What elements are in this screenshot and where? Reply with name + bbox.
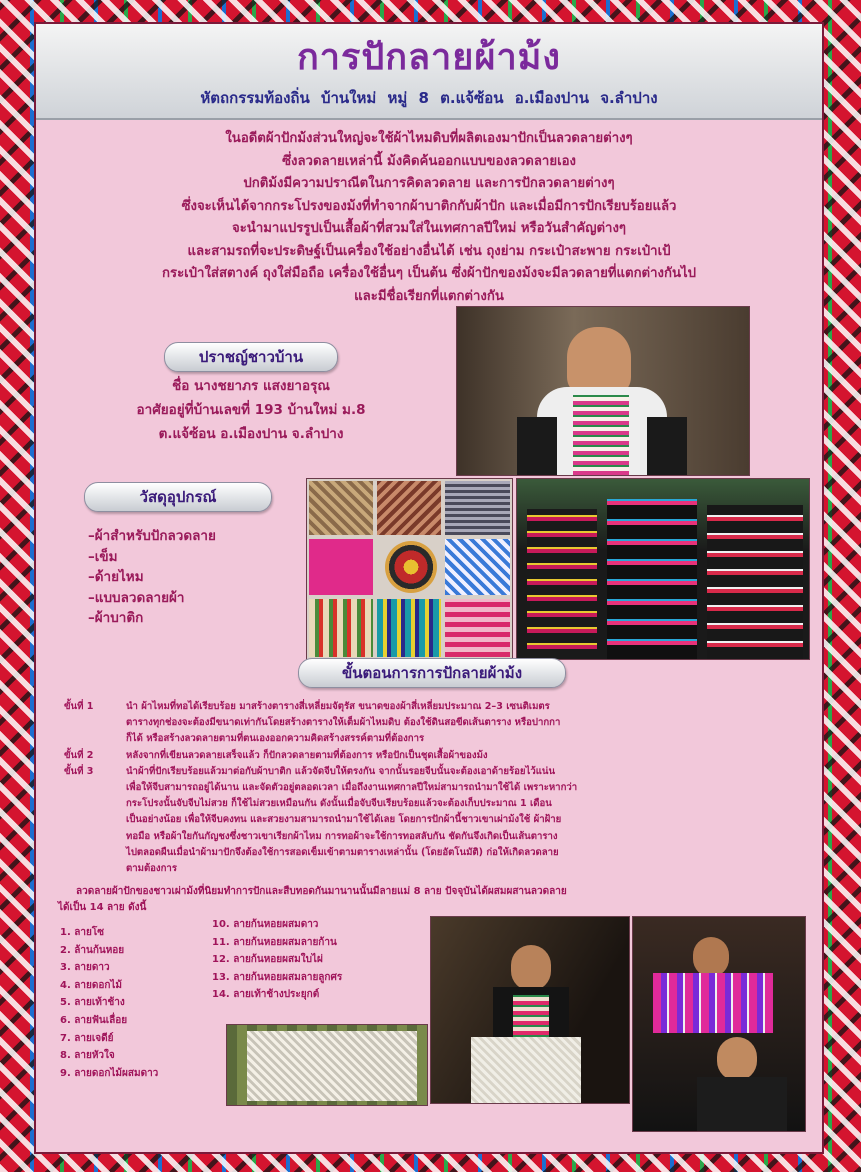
intro-line: และมีชื่อเรียกที่แตกต่างกัน (354, 288, 504, 304)
step-text-line: เพื่อให้จีบสามารถอยู่ได้นาน และจัดตัวอยู่ตลอดเวลา เมื่อถึงงานเทศกาลปีใหม่สามารถนำมาใช้ได้ เพราะหากว่า (126, 782, 578, 794)
patterns-summary (58, 884, 798, 916)
sage-address: อาศัยอยู่ที่บ้านเลขที่ 193 บ้านใหม่ ม.8 (136, 402, 366, 418)
pattern-item: 3. ลายดาว (60, 962, 110, 974)
poster-panel (36, 24, 822, 1152)
intro-line: ปกติม้งมีความปราณีตในการคิดลวดลาย และการปักลวดลายต่างๆ (243, 176, 615, 191)
step-text-line: ทอมือ หรือผ้าใยกันกัญชงซึ่งชาวเขาเรียกผ้าไหม การทอผ้าจะใช้การทอสลับกัน ชัดกันจึงเกิดเป็นเส้นตาราง (126, 830, 558, 842)
sage-name: ชื่อ นางชยาภร แสงยาอรุณ (172, 378, 330, 394)
pattern-item: 4. ลายดอกไม้ (60, 979, 123, 991)
summary-line: ลวดลายผ้าปักของชาวเผ่าม้งที่นิยมทำการปักและสืบทอดกันมานานนั้นมีลายแม่ 8 ลาย ปัจจุบันได้ผสมผสานลวดลาย (76, 886, 567, 897)
poster-header (36, 24, 822, 120)
intro-line: ซึ่งลวดลายเหล่านี้ ม้งคิดค้นออกแบบของลวดลายเอง (282, 153, 576, 169)
pattern-item: 10. ลายก้นหอยผสมดาว (212, 919, 319, 930)
pattern-item: 6. ลายฟันเลื่อย (60, 1014, 128, 1026)
step-text-line: ตามต้องการ (126, 863, 177, 875)
poster-subtitle: หัตถกรรมท้องถิ่น บ้านใหม่ หมู่ 8 ต.แจ้ซ้อน อ.เมืองปาน จ.ลำปาง (200, 89, 658, 107)
step-text-line: หลังจากที่เขียนลวดลายเสร็จแล้ว ก็ปักลวดลายตามที่ต้องการ หรือปักเป็นชุดเสื้อผ้าของม้ง (126, 749, 488, 761)
materials-heading: วัสดุอุปกรณ์ (84, 482, 272, 512)
intro-line: ในอดีตผ้าปักม้งส่วนใหญ่จะใช้ผ้าไหมดิบที่ผลิตเองมาปักเป็นลวดลายต่างๆ (225, 131, 633, 146)
pattern-item: 2. ล้านก้นหอย (60, 944, 125, 956)
intro-line: และสามรถที่จะประดิษฐ์เป็นเครื่องใช้อย่างอื่นได้ เช่น ถุงย่าม กระเป๋าสะพาย กระเป๋าเป้ (187, 243, 671, 259)
pattern-item: 14. ลายเท้าช้างประยุกต์ (212, 989, 320, 1001)
costumes-photo (516, 478, 810, 660)
step-text-line: เป็นอย่างน้อย เพื่อให้จีบคงทน และสวยงามสามารถนำมาใช้ได้เลย โดยการปักผ้านี้ชาวเขาเผ่าม้งใช้ ผ้าฝ้าย (126, 814, 562, 826)
pattern-item: 8. ลายหัวใจ (60, 1050, 115, 1062)
step-label: ขั้นที่ 1 (64, 701, 94, 712)
materials-item: –แบบลวดลายผ้า (88, 589, 185, 606)
patterns-list-right (212, 916, 342, 1004)
step-text-line: นำผ้าที่ปักเรียบร้อยแล้วมาต่อกับผ้าบาติก แล้วจัดจีบให้ตรงกัน จากนั้นรอยจีบนั้นจะต้องเอาด้ายร้อยไว้แน่น (126, 765, 556, 777)
sage-photo (456, 306, 750, 476)
pattern-item: 9. ลายดอกไม้ผสมดาว (60, 1067, 159, 1079)
step-label: ขั้นที่ 3 (64, 765, 94, 777)
pattern-item: 11. ลายก้นหอยผสมลายก้าน (212, 936, 337, 948)
step-3 (64, 764, 804, 877)
materials-item: –ผ้าสำหรับปักลวดลาย (88, 528, 216, 544)
pattern-item: 1. ลายโซ (60, 927, 104, 938)
sage-district: ต.แจ้ซ้อน อ.เมืองปาน จ.ลำปาง (158, 426, 344, 442)
materials-item: –ผ้าบาติก (88, 610, 144, 626)
summary-line: ได้เป็น 14 ลาย ดังนี้ (58, 902, 147, 913)
materials-item: –เข็ม (88, 548, 118, 565)
steps-list (64, 699, 804, 877)
sage-heading: ปราชญ์ชาวบ้าน (164, 342, 338, 372)
intro-line: ซึ่งจะเห็นได้จากกระโปรงของม้งที่ทำจากผ้าบาติกกับผ้าปัก และเมื่อมีการปักเรียบร้อยแล้ว (181, 198, 677, 214)
lace-cloth-photo (226, 1024, 428, 1106)
patterns-list-left (60, 924, 158, 1082)
steps-heading: ขั้นตอนการการปักลายผ้าม้ง (298, 658, 566, 688)
step-2 (64, 748, 804, 764)
women-sewing-photo (632, 916, 806, 1132)
fabric-samples-collage (306, 478, 513, 660)
intro-line: จะนำมาแปรรูปเป็นเสื้อผ้าที่สวมใส่ในเทศกาลปีใหม่ หรือวันสำคัญต่างๆ (232, 221, 626, 236)
step-text-line: ไปตลอดผืนเมื่อนำผ้ามาปักจึงต้องใช้การสอดเข็มเข้าตามตารางเหล่านั้น (โดยอัตโนมัติ) ก่อให้เกิดลวดลาย (126, 846, 559, 858)
step-label: ขั้นที่ 2 (64, 749, 94, 761)
step-text-line: ตารางทุกช่องจะต้องมีขนาดเท่ากันโดยสร้างตารางให้เต็มผ้าไหมดิบ ต้องใช้ดินสอขีดเส้นตาราง หรือปากกา (126, 717, 561, 729)
intro-paragraph (46, 128, 812, 308)
materials-list (88, 526, 308, 629)
embroidering-woman-photo (430, 916, 630, 1104)
step-text-line: ก็ได้ หรือสร้างลวดลายตามที่ตนเองออกความคิดสร้างสรรค์ตามที่ต้องการ (126, 733, 425, 745)
pattern-item: 7. ลายเจดีย์ (60, 1032, 114, 1044)
poster-title: การปักลายผ้าม้ง (297, 36, 561, 78)
step-text-line: นำ ผ้าไหมที่ทอได้เรียบร้อย มาสร้างตารางสี่เหลี่ยมจัตุรัส ขนาดของผ้าสี่เหลี่ยมประมาณ 2–3 เซนติเมตร (126, 701, 550, 712)
step-text-line: กระโปรงนั้นจับจีบไม่สวย ก็ใช้ไม่สวยเหมือนกัน ดังนั้นเมื่อจับจีบเรียบร้อยแล้วจะต้องเก็บประมาณ 1 เดือน (126, 798, 552, 810)
pattern-item: 5. ลายเท้าช้าง (60, 997, 125, 1009)
pattern-item: 13. ลายก้นหอยผสมลายลูกศร (212, 971, 343, 983)
pattern-item: 12. ลายก้นหอยผสมใบไผ่ (212, 954, 323, 966)
materials-item: –ด้ายไหม (88, 569, 144, 585)
sage-info (86, 374, 416, 446)
intro-line: กระเป๋าใส่สตางค์ ถุงใส่มือถือ เครื่องใช้อื่นๆ เป็นต้น ซึ่งผ้าปักของม้งจะมีลวดลายที่แตกต่างกันไป (162, 266, 696, 281)
step-1 (64, 699, 804, 748)
